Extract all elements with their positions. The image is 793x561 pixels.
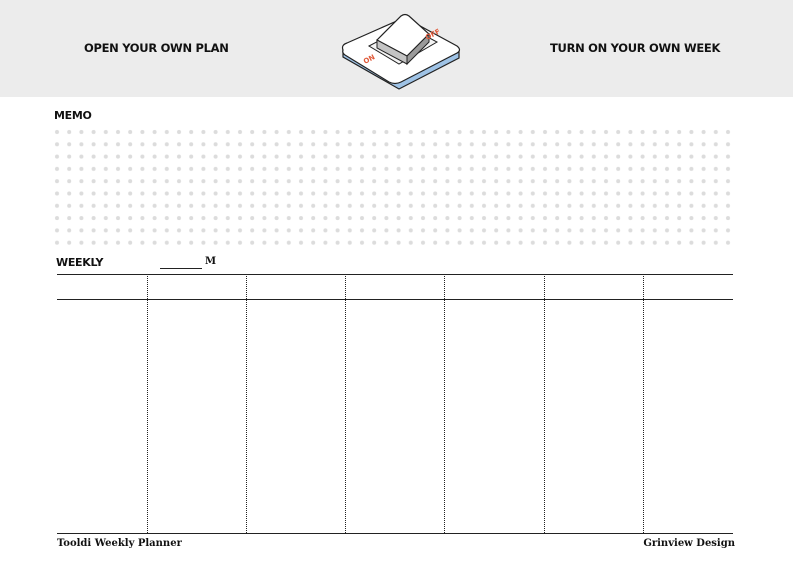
- footer-planner-name: Tooldi Weekly Planner: [57, 538, 182, 549]
- weekly-label: WEEKLY: [56, 256, 104, 269]
- footer-designer-name: Grinview Design: [643, 538, 735, 549]
- weekly-table-header-rule: [57, 299, 733, 300]
- memo-label: MEMO: [54, 109, 92, 122]
- weekly-column-divider: [345, 276, 346, 533]
- weekly-column-divider: [444, 276, 445, 533]
- toggle-switch-icon: [337, 12, 465, 90]
- weekly-table-top-rule: [57, 274, 733, 275]
- switch-off-label: OFF: [424, 27, 442, 42]
- weekly-column-divider: [544, 276, 545, 533]
- header-left-text: OPEN YOUR OWN PLAN: [84, 41, 229, 55]
- weekly-column-divider: [246, 276, 247, 533]
- month-suffix: M: [205, 256, 217, 267]
- header-right-text: TURN ON YOUR OWN WEEK: [550, 41, 721, 55]
- weekly-column-divider: [643, 276, 644, 533]
- weekly-column-divider: [147, 276, 148, 533]
- switch-on-label: ON: [362, 53, 377, 66]
- memo-dot-grid[interactable]: [53, 128, 735, 248]
- header-banner: [0, 0, 793, 97]
- weekly-table-bottom-rule: [57, 533, 733, 534]
- month-input-line[interactable]: [160, 268, 202, 269]
